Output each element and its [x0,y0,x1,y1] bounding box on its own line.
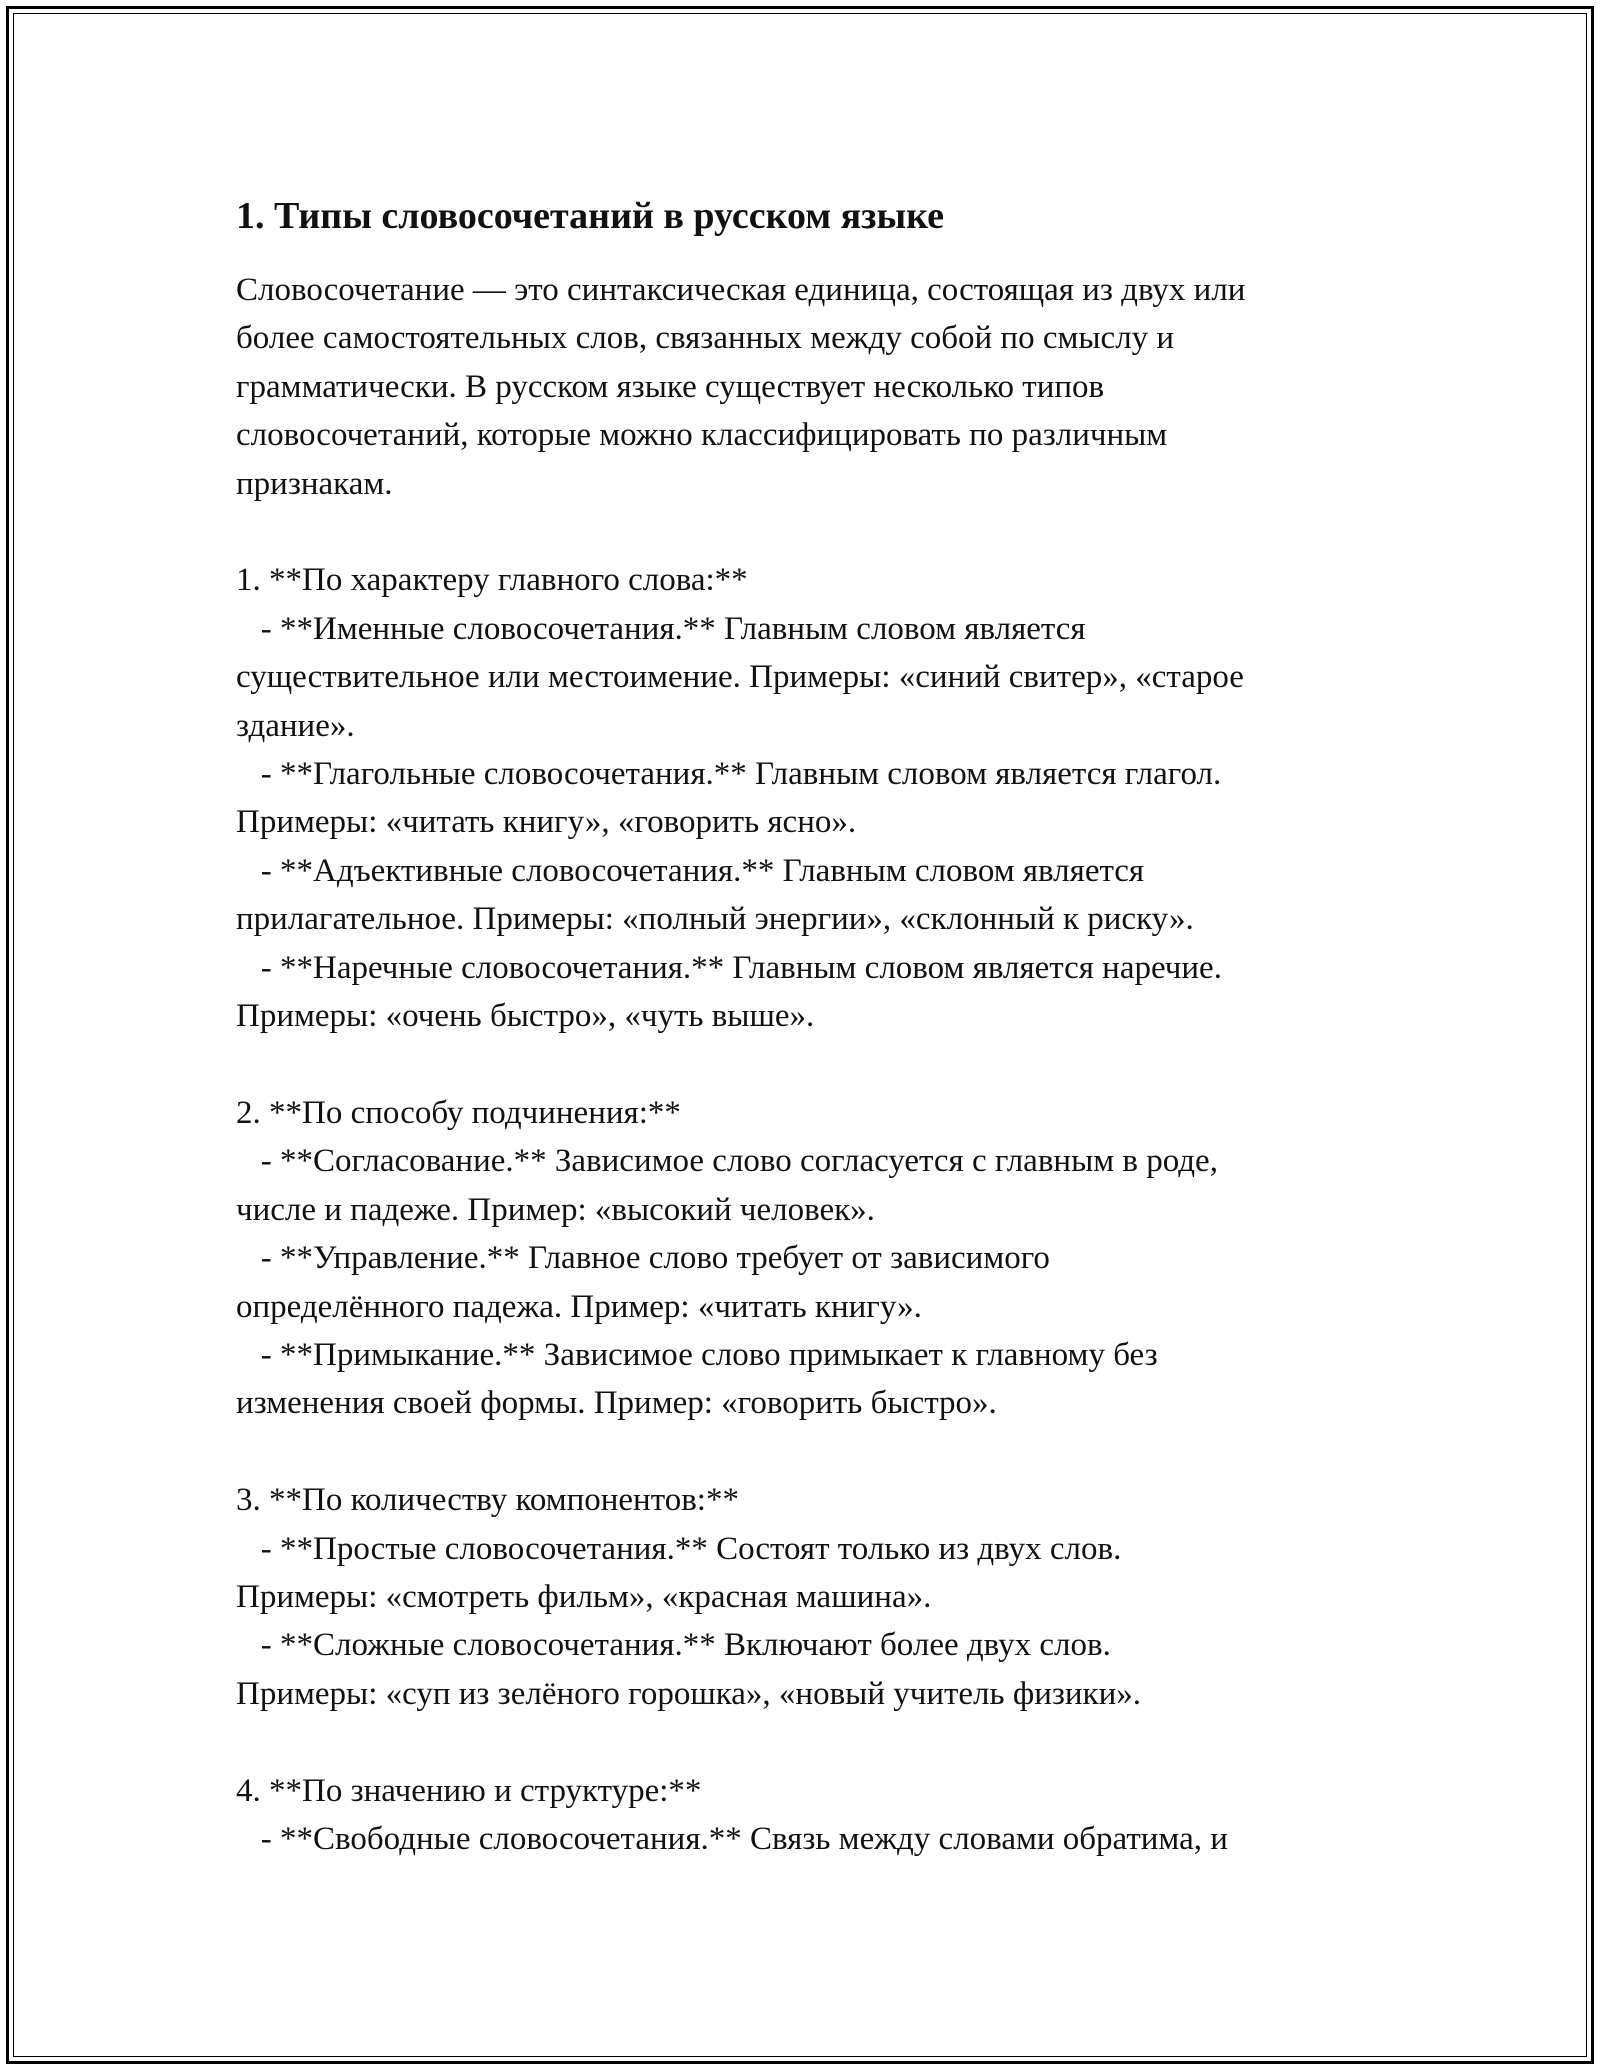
list-item: - **Управление.** Главное слово требует от зависимого определённого падежа. Пример: «читать книгу». [236,1240,1050,1325]
list-item: - **Сложные словосочетания.** Включают более двух слов. Примеры: «суп из зелёного горошка», «новый учитель физики». [236,1627,1142,1712]
intro-paragraph: Словосочетание — это синтаксическая единица, состоящая из двух или более самостоятельных слов, связанных между собой по смыслу и грамматически. В русском языке существует несколько типов словосочетаний, которые можно классифицировать по различным признакам. [236,272,1246,502]
document-body [236,188,1416,1863]
list-item: - **Свободные словосочетания.** Связь между словами обратима, и [236,1820,1228,1857]
section-heading: 1. **По характеру главного слова:** [236,562,748,599]
section-subordination [236,1089,1416,1428]
section-meaning-structure [236,1767,1416,1864]
list-item: - **Примыкание.** Зависимое слово примыкает к главному без изменения своей формы. Пример: «говорить быстро». [236,1336,1158,1422]
list-item: - **Именные словосочетания.** Главным словом является существительное или местоимение. Примеры: «синий свитер», «старое здание». [236,610,1244,744]
section-main-word [236,556,1416,1040]
section-heading: 3. **По количеству компонентов:** [236,1482,739,1519]
section-heading: 2. **По способу подчинения:** [236,1094,681,1131]
document-title: 1. Типы словосочетаний в русском языке [236,195,944,237]
list-item: - **Наречные словосочетания.** Главным словом является наречие. Примеры: «очень быстро», «чуть выше». [236,949,1222,1035]
section-components [236,1476,1416,1718]
list-item: - **Глагольные словосочетания.** Главным словом является глагол. Примеры: «читать книгу», «говорить ясно». [236,756,1222,841]
list-item: - **Простые словосочетания.** Состоят только из двух слов. Примеры: «смотреть фильм», «красная машина». [236,1530,1122,1615]
list-item: - **Адъективные словосочетания.** Главным словом является прилагательное. Примеры: «полный энергии», «склонный к риску». [236,852,1194,938]
list-item: - **Согласование.** Зависимое слово согласуется с главным в роде, числе и падеже. Пример: «высокий человек». [236,1143,1218,1228]
section-heading: 4. **По значению и структуре:** [236,1772,702,1809]
